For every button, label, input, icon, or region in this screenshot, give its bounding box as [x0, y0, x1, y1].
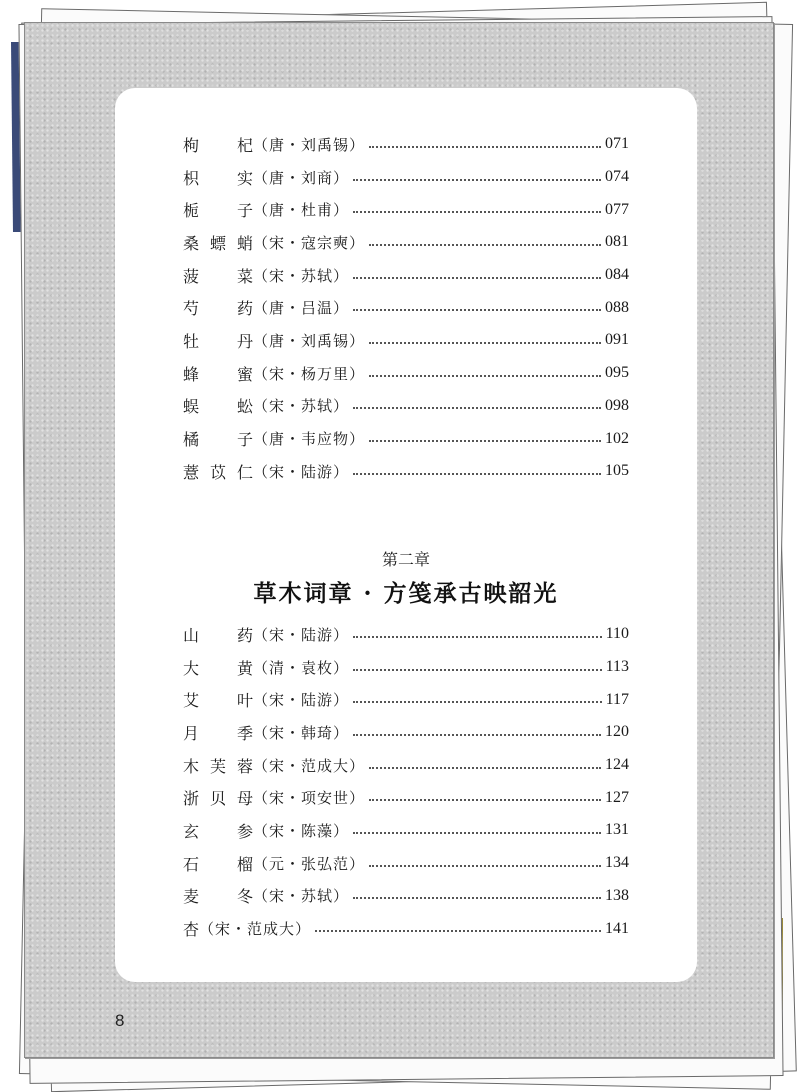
toc-entry[interactable]	[183, 814, 629, 847]
toc-entry-page: 134	[605, 854, 629, 872]
toc-entry-author: （宋・韩琦）	[253, 723, 350, 742]
toc-entry-name: 月 季	[183, 723, 253, 743]
toc-entry-name: 杏	[183, 920, 200, 940]
toc-entry[interactable]	[183, 847, 629, 880]
toc-entry-page: 117	[605, 690, 629, 708]
toc-entry-author: （唐・杜甫）	[253, 201, 350, 220]
toc-entry-author: （宋・苏轼）	[253, 887, 350, 906]
toc-section-2	[183, 618, 629, 945]
toc-card	[115, 88, 697, 982]
dot-leader	[353, 210, 601, 213]
toc-entry-page: 095	[605, 364, 629, 382]
dot-leader	[353, 406, 601, 409]
toc-entry-page: 088	[605, 298, 629, 316]
toc-entry-name: 木芙蓉	[183, 756, 253, 776]
dot-leader	[353, 831, 601, 834]
toc-entry-name: 桑螵蛸	[183, 233, 253, 253]
toc-entry-page: 120	[605, 723, 629, 741]
toc-entry-page: 124	[605, 756, 629, 774]
toc-entry-page: 084	[605, 266, 629, 284]
toc-entry-name: 薏苡仁	[183, 462, 253, 482]
toc-entry[interactable]	[183, 193, 629, 226]
dot-leader	[369, 341, 601, 344]
toc-entry-author: （宋・项安世）	[253, 789, 366, 808]
dot-leader	[353, 635, 602, 638]
toc-entry[interactable]	[183, 683, 629, 716]
toc-entry-author: （清・袁枚）	[253, 658, 350, 677]
toc-entry-name: 枸 杞	[183, 135, 253, 155]
dot-leader	[353, 896, 601, 899]
toc-entry[interactable]	[183, 880, 629, 913]
toc-entry-page: 081	[605, 233, 629, 251]
toc-entry[interactable]	[183, 128, 629, 161]
dot-leader	[353, 276, 601, 279]
chapter-title: 草木词章 · 方笺承古映韶光	[253, 580, 559, 607]
dot-leader	[353, 308, 601, 311]
toc-entry-page: 138	[605, 886, 629, 904]
toc-entry-page: 113	[605, 658, 629, 676]
dot-leader	[369, 439, 601, 442]
toc-section-1	[183, 128, 629, 488]
dot-leader	[315, 929, 601, 932]
toc-entry-name: 山 药	[183, 625, 253, 645]
toc-entry-name: 芍 药	[183, 299, 253, 319]
toc-entry-author: （宋・寇宗奭）	[253, 233, 366, 252]
toc-entry-name: 石 榴	[183, 854, 253, 874]
toc-entry-author: （宋・陆游）	[253, 625, 350, 644]
toc-entry-author: （宋・范成大）	[253, 756, 366, 775]
toc-entry[interactable]	[183, 455, 629, 488]
toc-entry-page: 127	[605, 788, 629, 806]
toc-entry[interactable]	[183, 357, 629, 390]
toc-entry[interactable]	[183, 291, 629, 324]
toc-entry[interactable]	[183, 912, 629, 945]
toc-entry-page: 074	[605, 168, 629, 186]
toc-entry-name: 艾 叶	[183, 691, 253, 711]
toc-entry[interactable]	[183, 422, 629, 455]
toc-entry[interactable]	[183, 161, 629, 194]
toc-entry-name: 蜈 蚣	[183, 397, 253, 417]
toc-entry-name: 牡 丹	[183, 331, 253, 351]
dot-leader	[369, 145, 601, 148]
toc-entry-author: （宋・陆游）	[253, 462, 350, 481]
toc-entry-name: 浙贝母	[183, 789, 253, 809]
toc-entry-page: 091	[605, 331, 629, 349]
toc-entry-author: （唐・韦应物）	[253, 430, 366, 449]
toc-entry-author: （宋・范成大）	[199, 920, 312, 939]
dot-leader	[353, 700, 602, 703]
toc-entry-name: 栀 子	[183, 201, 253, 221]
toc-entry-page: 110	[605, 625, 629, 643]
toc-entry-name: 枳 实	[183, 168, 253, 188]
toc-entry-author: （宋・杨万里）	[253, 364, 366, 383]
toc-entry-author: （唐・刘禹锡）	[253, 135, 366, 154]
toc-entry[interactable]	[183, 226, 629, 259]
toc-entry-name: 蜂 蜜	[183, 364, 253, 384]
toc-entry-author: （唐・刘禹锡）	[253, 331, 366, 350]
toc-entry-page: 071	[605, 135, 629, 153]
toc-entry[interactable]	[183, 390, 629, 423]
toc-entry-name: 菠 菜	[183, 266, 253, 286]
toc-entry-page: 105	[605, 462, 629, 480]
toc-entry-author: （宋・苏轼）	[253, 397, 350, 416]
toc-entry-name: 橘 子	[183, 430, 253, 450]
toc-entry-page: 131	[605, 821, 629, 839]
dot-leader	[353, 472, 601, 475]
toc-entry-name: 麦 冬	[183, 887, 253, 907]
dot-leader	[353, 668, 602, 671]
dot-leader	[369, 798, 601, 801]
toc-entry-author: （元・张弘范）	[253, 854, 366, 873]
toc-entry[interactable]	[183, 651, 629, 684]
dot-leader	[369, 243, 601, 246]
toc-entry-page: 141	[605, 919, 629, 937]
toc-entry-name: 玄 参	[183, 821, 253, 841]
toc-entry-author: （宋・陈藻）	[253, 821, 350, 840]
page-number: 8	[115, 1011, 125, 1030]
toc-entry-author: （宋・苏轼）	[253, 266, 350, 285]
dot-leader	[369, 374, 601, 377]
toc-entry-author: （唐・吕温）	[253, 299, 350, 318]
toc-entry[interactable]	[183, 749, 629, 782]
chapter-label: 第二章	[381, 550, 430, 569]
dot-leader	[369, 766, 601, 769]
dot-leader	[353, 733, 601, 736]
toc-entry-author: （唐・刘商）	[253, 168, 350, 187]
dot-leader	[353, 178, 601, 181]
toc-entry[interactable]	[183, 781, 629, 814]
book-page	[24, 22, 774, 1058]
toc-entry[interactable]	[183, 716, 629, 749]
toc-entry-name: 大 黄	[183, 658, 253, 678]
toc-entry-page: 098	[605, 396, 629, 414]
dot-leader	[369, 864, 601, 867]
toc-entry-page: 077	[605, 200, 629, 218]
toc-entry[interactable]	[183, 259, 629, 292]
toc-entry[interactable]	[183, 618, 629, 651]
toc-entry-author: （宋・陆游）	[253, 691, 350, 710]
toc-entry-page: 102	[605, 429, 629, 447]
toc-entry[interactable]	[183, 324, 629, 357]
